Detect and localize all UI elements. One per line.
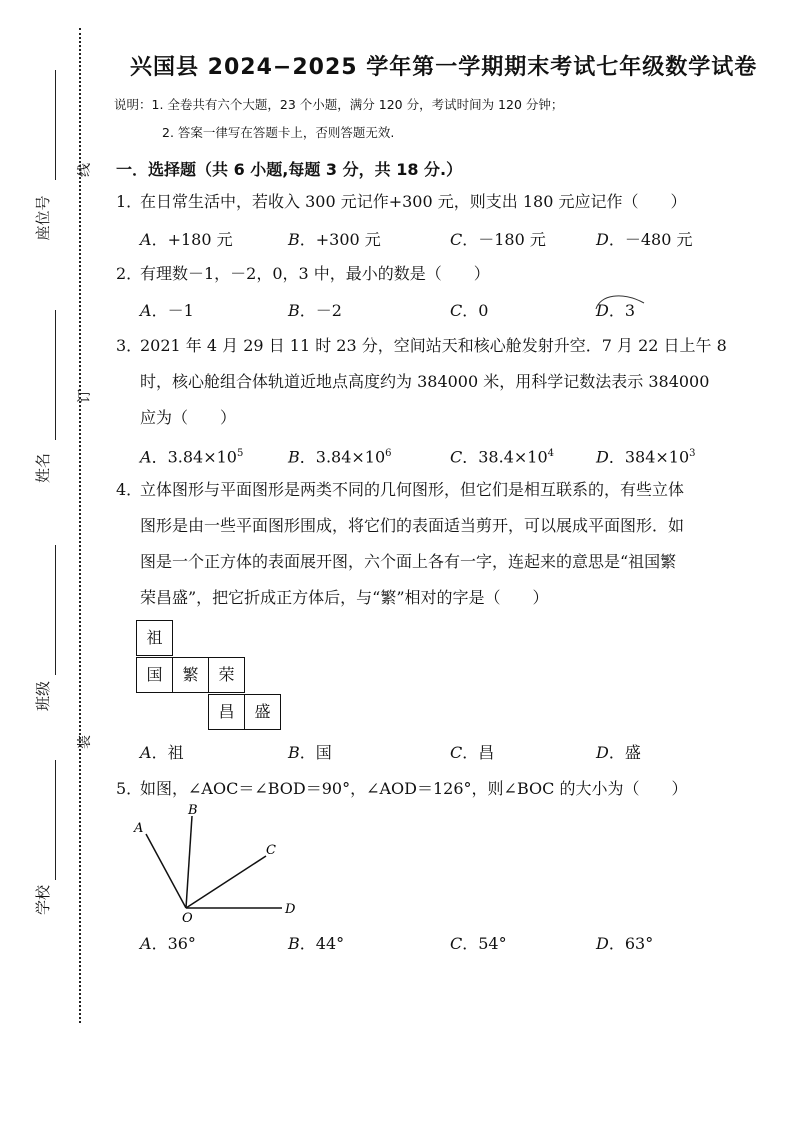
option-b: B．44°: [288, 934, 345, 953]
option-d: D．－480 元: [596, 230, 693, 249]
option-a: A．36°: [140, 934, 196, 953]
question-stem-line-4: 荣昌盛”，把它折成正方体后，与“繁”相对的字是（ ）: [140, 588, 549, 607]
option-b: B．国: [288, 743, 332, 762]
question-number: 3．: [116, 336, 143, 355]
net-cell-fan: 繁: [172, 657, 209, 693]
question-stem-line-1: 2021 年 4 月 29 日 11 时 23 分，空间站天和核心舱发射升空．7 月 22 日上午 8: [140, 336, 727, 355]
option-a: A．祖: [140, 743, 184, 762]
question-number: 5．: [116, 779, 143, 798]
option-b: B．$3.84\times 10^6$: [288, 447, 392, 467]
option-c: C．昌: [450, 743, 495, 762]
option-c: C．0: [450, 301, 489, 320]
cube-net-figure: [136, 620, 281, 728]
school-label: 学校: [34, 885, 52, 916]
net-cell-sheng: 盛: [244, 694, 281, 730]
question-stem: 在日常生活中，若收入 300 元记作+300 元，则支出 180 元应记作（ ）: [140, 192, 687, 211]
instructions-line-2: 2. 答案一律写在答题卡上，否则答题无效.: [162, 125, 395, 140]
label-c: C: [266, 843, 276, 858]
binding-dotted-line: [79, 28, 81, 1023]
option-d: D．$384\times 10^3$: [596, 447, 696, 467]
net-cell-zu: 祖: [136, 620, 173, 656]
option-a: A．+180 元: [140, 230, 233, 249]
label-b: B: [188, 803, 198, 818]
angle-diagram: [128, 800, 308, 925]
question-stem-line-2: 时，核心舱组合体轨道近地点高度约为 384000 米，用科学记数法表示 384000: [140, 372, 710, 391]
label-o: O: [182, 911, 193, 925]
question-3: [116, 328, 727, 364]
question-2: [116, 256, 490, 292]
question-stem: 有理数－1，－2，0，3 中，最小的数是（ ）: [140, 264, 490, 283]
question-4: [116, 472, 684, 508]
option-d: D．63°: [596, 934, 654, 953]
name-blank: [55, 310, 56, 440]
binding-char-bind: 装: [77, 735, 93, 749]
label-d: D: [285, 902, 296, 917]
option-c: C．－180 元: [450, 230, 546, 249]
question-number: 1．: [116, 192, 143, 211]
name-label: 姓名: [34, 453, 52, 484]
seat-number-blank: [55, 70, 56, 180]
question-stem-line-2: 图形是由一些平面图形围成，将它们的表面适当剪开，可以展成平面图形．如: [140, 516, 685, 535]
question-number: 4．: [116, 480, 143, 499]
ray-oa: [146, 834, 186, 908]
option-b: B．－2: [288, 301, 342, 320]
option-c: C．54°: [450, 934, 507, 953]
question-number: 2．: [116, 264, 143, 283]
option-d: D．盛: [596, 743, 641, 762]
label-a: A: [134, 821, 144, 836]
option-b: B．+300 元: [288, 230, 381, 249]
handwritten-mark: [592, 289, 650, 311]
option-a: A．－1: [140, 301, 194, 320]
seat-number-label: 座位号: [34, 195, 52, 241]
net-cell-chang: 昌: [208, 694, 245, 730]
question-stem-line-1: 立体图形与平面图形是两类不同的几何图形，但它们是相互联系的，有些立体: [140, 480, 685, 499]
exam-title: 兴国县 2024−2025 学年第一学期期末考试七年级数学试卷: [130, 55, 758, 80]
question-stem-line-3: 应为（ ）: [140, 408, 237, 427]
class-label: 班级: [34, 681, 52, 712]
school-blank: [55, 760, 56, 880]
binding-char-staple: 订: [77, 389, 93, 403]
ray-oc: [186, 856, 266, 908]
question-stem-line-3: 图是一个正方体的表面展开图，六个面上各有一字，连起来的意思是“祖国繁: [140, 552, 677, 571]
class-blank: [55, 545, 56, 675]
section-heading: 一．选择题（共 6 小题,每题 3 分，共 18 分.）: [116, 160, 463, 179]
question-stem: 如图，∠AOC＝∠BOD＝90°，∠AOD＝126°，则∠BOC 的大小为（ ）: [140, 779, 688, 798]
ray-ob: [186, 816, 192, 908]
option-a: A．$3.84\times 10^5$: [140, 447, 244, 467]
binding-char-line: 线: [77, 163, 93, 177]
question-1: [116, 184, 686, 220]
net-cell-guo: 国: [136, 657, 173, 693]
option-d: D．3: [596, 301, 636, 320]
net-cell-rong: 荣: [208, 657, 245, 693]
option-c: C．$38.4\times 10^4$: [450, 447, 555, 467]
instructions-line-1: 说明：1. 全卷共有六个大题，23 个小题，满分 120 分，考试时间为 120 分钟；: [114, 97, 564, 112]
